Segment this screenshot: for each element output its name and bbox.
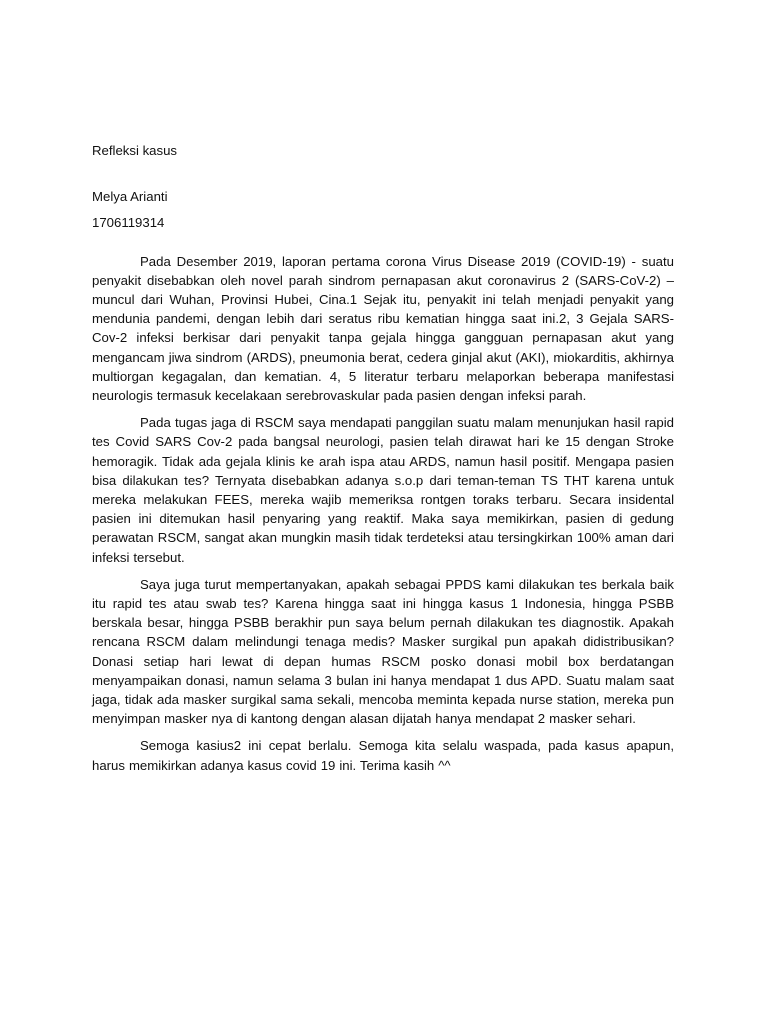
student-id: 1706119314 xyxy=(92,215,165,231)
paragraph: Semoga kasius2 ini cepat berlalu. Semoga kita selalu waspada, pada kasus apapun, harus memikirkan adanya kasus covid 19 ini. Terima kasih ^^ xyxy=(92,738,674,773)
paragraph: Saya juga turut mempertanyakan, apakah sebagai PPDS kami dilakukan tes berkala baik itu rapid tes atau swab tes? Karena hingga saat ini hingga kasus 1 Indonesia, hingga PSBB berskala besar, hingga PSBB berakhir pun saya belum pernah dilakukan tes diagnostik. Apakah rencana RSCM dalam melindungi tenaga medis? Masker surgikal pun apakah didistribusikan? Donasi setiap hari lewat di depan humas RSCM posko donasi mobil box berdatangan menyampaikan donasi, namun selama 3 bulan ini hanya mendapat 1 dus APD. Suatu malam saat jaga, tidak ada masker surgikal sama sekali, mencoba meminta kepada nurse station, mereka pun menyimpan masker nya di kantong dengan alasan dijatah hanya mendapat 2 masker sehari. xyxy=(92,576,674,727)
paragraph: Pada Desember 2019, laporan pertama corona Virus Disease 2019 (COVID-19) - suatu penyakit disebabkan oleh novel parah sindrom pernapasan akut coronavirus 2 (SARS-CoV-2) – muncul dari Wuhan, Provinsi Hubei, Cina.1 Sejak itu, penyakit ini telah menjadi penyakit yang mendunia pandemi, dengan lebih dari seratus ribu kematian hingga saat ini.2, 3 Gejala SARS-Cov-2 infeksi berkisar dari penyakit tanpa gejala hingga gangguan pernapasan akut yang mengancam jiwa sindrom (ARDS), pneumonia berat, cedera ginjal akut (AKI), miokarditis, akhirnya multiorgan kegagalan, dan kematian. 4, 5 literatur terbaru melaporkan beberapa manifestasi neurologis termasuk kecelakaan serebrovaskular pada pasien dengan infeksi parah. xyxy=(92,253,674,404)
document-title: Refleksi kasus xyxy=(92,143,178,158)
author-name: Melya Arianti xyxy=(92,189,168,205)
paragraph: Pada tugas jaga di RSCM saya mendapati panggilan suatu malam menunjukan hasil rapid tes Covid SARS Cov-2 pada bangsal neurologi, pasien telah dirawat hari ke 15 dengan Stroke hemoragik. Tidak ada gejala klinis ke arah ispa atau ARDS, namun hasil positif. Mengapa pasien bisa dilakukan tes? Ternyata disebabkan adanya s.o.p dari teman-teman TS THT karena untuk mereka melakukan FEES, mereka wajib memeriksa rontgen toraks terbaru. Secara insidental pasien ini ditemukan hasil penyaring yang reaktif. Maka saya memikirkan, pasien di gedung perawatan RSCM, sangat akan mungkin masih tidak terdeteksi atau tersingkirkan 100% aman dari infeksi tersebut. xyxy=(92,415,674,565)
document-body xyxy=(92,141,674,783)
